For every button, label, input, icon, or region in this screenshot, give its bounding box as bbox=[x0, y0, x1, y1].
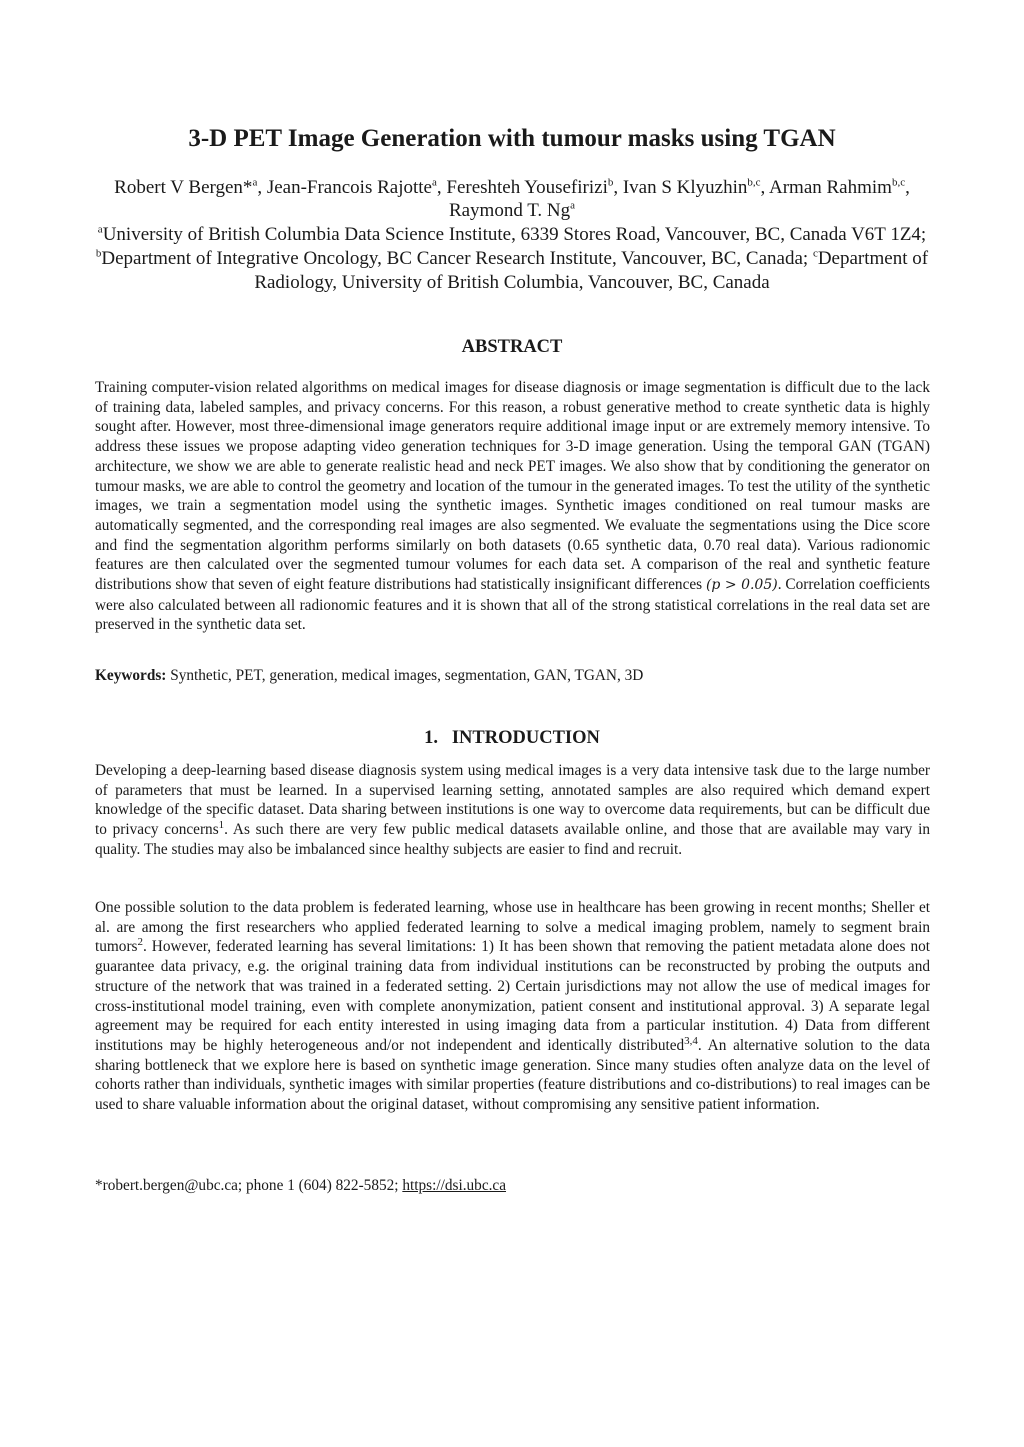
intro-p1-text-cont: . As such there are very few public medical datasets available online, and those that are available may vary in quality. The studies may also be imbalanced since healthy subjects are easier to find and recruit. bbox=[95, 821, 930, 858]
affiliations bbox=[90, 223, 934, 295]
author-list bbox=[90, 176, 934, 222]
intro-p2-text-cont: . However, federated learning has several limitations: 1) It has been shown that removing the patient metadata alone does not guarantee data privacy, e.g. the original training data from individual institutions can be reconstructed by probing the outputs and structure of the network that was trained in a federated setting. 2) Certain jurisdictions may not allow the use of medical images for cross-institutional model training, even with complete anonymization, patient consent and institutional approval. 3) A separate legal agreement may be required for each entity interested in using imaging data from a particular institution. 4) Data from different institutions may be highly heterogeneous and/or not independent and identically distributed bbox=[95, 938, 930, 1054]
author-name: Jean-Francois Rajotte bbox=[266, 177, 432, 198]
intro-p2-text-end: . An alternative solution to the data sharing bottleneck that we explore here is based on synthetic image generation. Since many studies often analyze data on the level of cohorts rather than individuals, synthetic images with similar properties (feature distributions and co-distributions) to real images can be used to share valuable information about the original dataset, without compromising any sensitive patient information. bbox=[95, 1036, 931, 1114]
abstract-math: (p > 0.05) bbox=[705, 577, 778, 594]
affiliation-text: Department of Integrative Oncology, BC Cancer Research Institute, Vancouver, BC, Canada; bbox=[101, 248, 813, 269]
affil-sup: a bbox=[97, 223, 103, 236]
intro-paragraph-1 bbox=[95, 761, 930, 860]
author-name: Ivan S Klyuzhin bbox=[622, 177, 748, 198]
citation-ref: 3,4 bbox=[684, 1034, 698, 1047]
author-affil-sup: b bbox=[607, 176, 614, 189]
section-heading-introduction bbox=[0, 726, 1024, 750]
intro-paragraph-2 bbox=[95, 898, 930, 1115]
author-name: Raymond T. Ng bbox=[448, 200, 571, 221]
abstract-text-end: . Correlation coefficients were also calculated between all radionomic features and it is shown that all of the strong statistical correlations in the real data set are preserved in the synthetic data set. bbox=[95, 576, 930, 634]
citation-ref: 2 bbox=[137, 936, 143, 949]
footnote bbox=[95, 1176, 930, 1196]
affil-sup: c bbox=[812, 247, 818, 260]
author-affil-sup: b,c bbox=[891, 176, 906, 189]
author-separator: , bbox=[613, 177, 623, 198]
abstract-heading: ABSTRACT bbox=[461, 337, 563, 357]
author-affil-sup: b,c bbox=[747, 176, 761, 189]
keywords-text: Synthetic, PET, generation, medical images, segmentation, GAN, TGAN, 3D bbox=[166, 667, 644, 684]
affiliation-text: University of British Columbia Data Science Institute, 6339 Stores Road, Vancouver, BC, Canada V6T 1Z4; bbox=[102, 224, 927, 245]
author-name: Arman Rahmim bbox=[769, 177, 892, 198]
author-name: Robert V Bergen* bbox=[114, 177, 253, 198]
author-separator: , bbox=[760, 177, 769, 198]
author-separator: , bbox=[257, 177, 267, 198]
keywords-label: Keywords: bbox=[95, 667, 167, 684]
section-heading-text: 1. INTRODUCTION bbox=[424, 728, 600, 748]
affiliation-text: Department of Radiology, University of British Columbia, Vancouver, BC, Canada bbox=[254, 248, 929, 293]
keywords bbox=[95, 666, 930, 686]
author-name: Fereshteh Yousefirizi bbox=[446, 177, 608, 198]
affil-sup: b bbox=[95, 247, 102, 260]
author-affil-sup: a bbox=[252, 176, 258, 189]
intro-p2-text: One possible solution to the data problem is federated learning, whose use in healthcare has been growing in recent months; Sheller et al. are among the first researchers who applied federated learning to solve a medical imaging problem, namely to segment brain tumors bbox=[95, 899, 930, 956]
citation-ref: 1 bbox=[218, 819, 225, 832]
abstract-body bbox=[95, 378, 930, 635]
abstract-text: Training computer-vision related algorithms on medical images for disease diagnosis or image segmentation is difficult due to the lack of training data, labeled samples, and privacy concerns. For this reason, a robust generative method to create synthetic data is highly sought after. However, most three-dimensional image generators require additional image input or are extremely memory intensive. To address these issues we propose adapting video generation techniques for 3-D image generation. Using the temporal GAN (TGAN) architecture, we show we are able to generate realistic head and neck PET images. We also show that by conditioning the generator on tumour masks, we are able to control the geometry and location of the tumour in the generated images. To test the utility of the synthetic images, we train a segmentation model using the synthetic images. Synthetic images conditioned on real tumour masks are automatically segmented, and the corresponding real images are also segmented. We evaluate the segmentations using the Dice score and find the segmentation algorithm performs similarly on both datasets (0.65 synthetic data, 0.70 real data). Various radionomic features are then calculated over the segmented tumour volumes for each data set. A comparison of the real and synthetic feature distributions show that seven of eight feature distributions had statistically insignificant differences bbox=[95, 379, 930, 594]
intro-p1-text: Developing a deep-learning based disease diagnosis system using medical images is a very data intensive task due to the large number of parameters that must be learned. In a supervised learning setting, annotated samples are also required which demand expert knowledge of the specific dataset. Data sharing between institutions is one way to overcome data requirements, but can be difficult due to privacy concerns bbox=[95, 762, 930, 839]
author-separator: , bbox=[905, 177, 910, 198]
footnote-text: *robert.bergen@ubc.ca; phone 1 (604) 822-5852; bbox=[95, 1177, 403, 1194]
author-affil-sup: a bbox=[431, 176, 437, 189]
paper-title: 3-D PET Image Generation with tumour masks using TGAN bbox=[188, 125, 836, 152]
footnote-link[interactable]: https://dsi.ubc.ca bbox=[402, 1177, 507, 1194]
author-separator: , bbox=[436, 177, 447, 198]
author-affil-sup: a bbox=[570, 199, 576, 212]
